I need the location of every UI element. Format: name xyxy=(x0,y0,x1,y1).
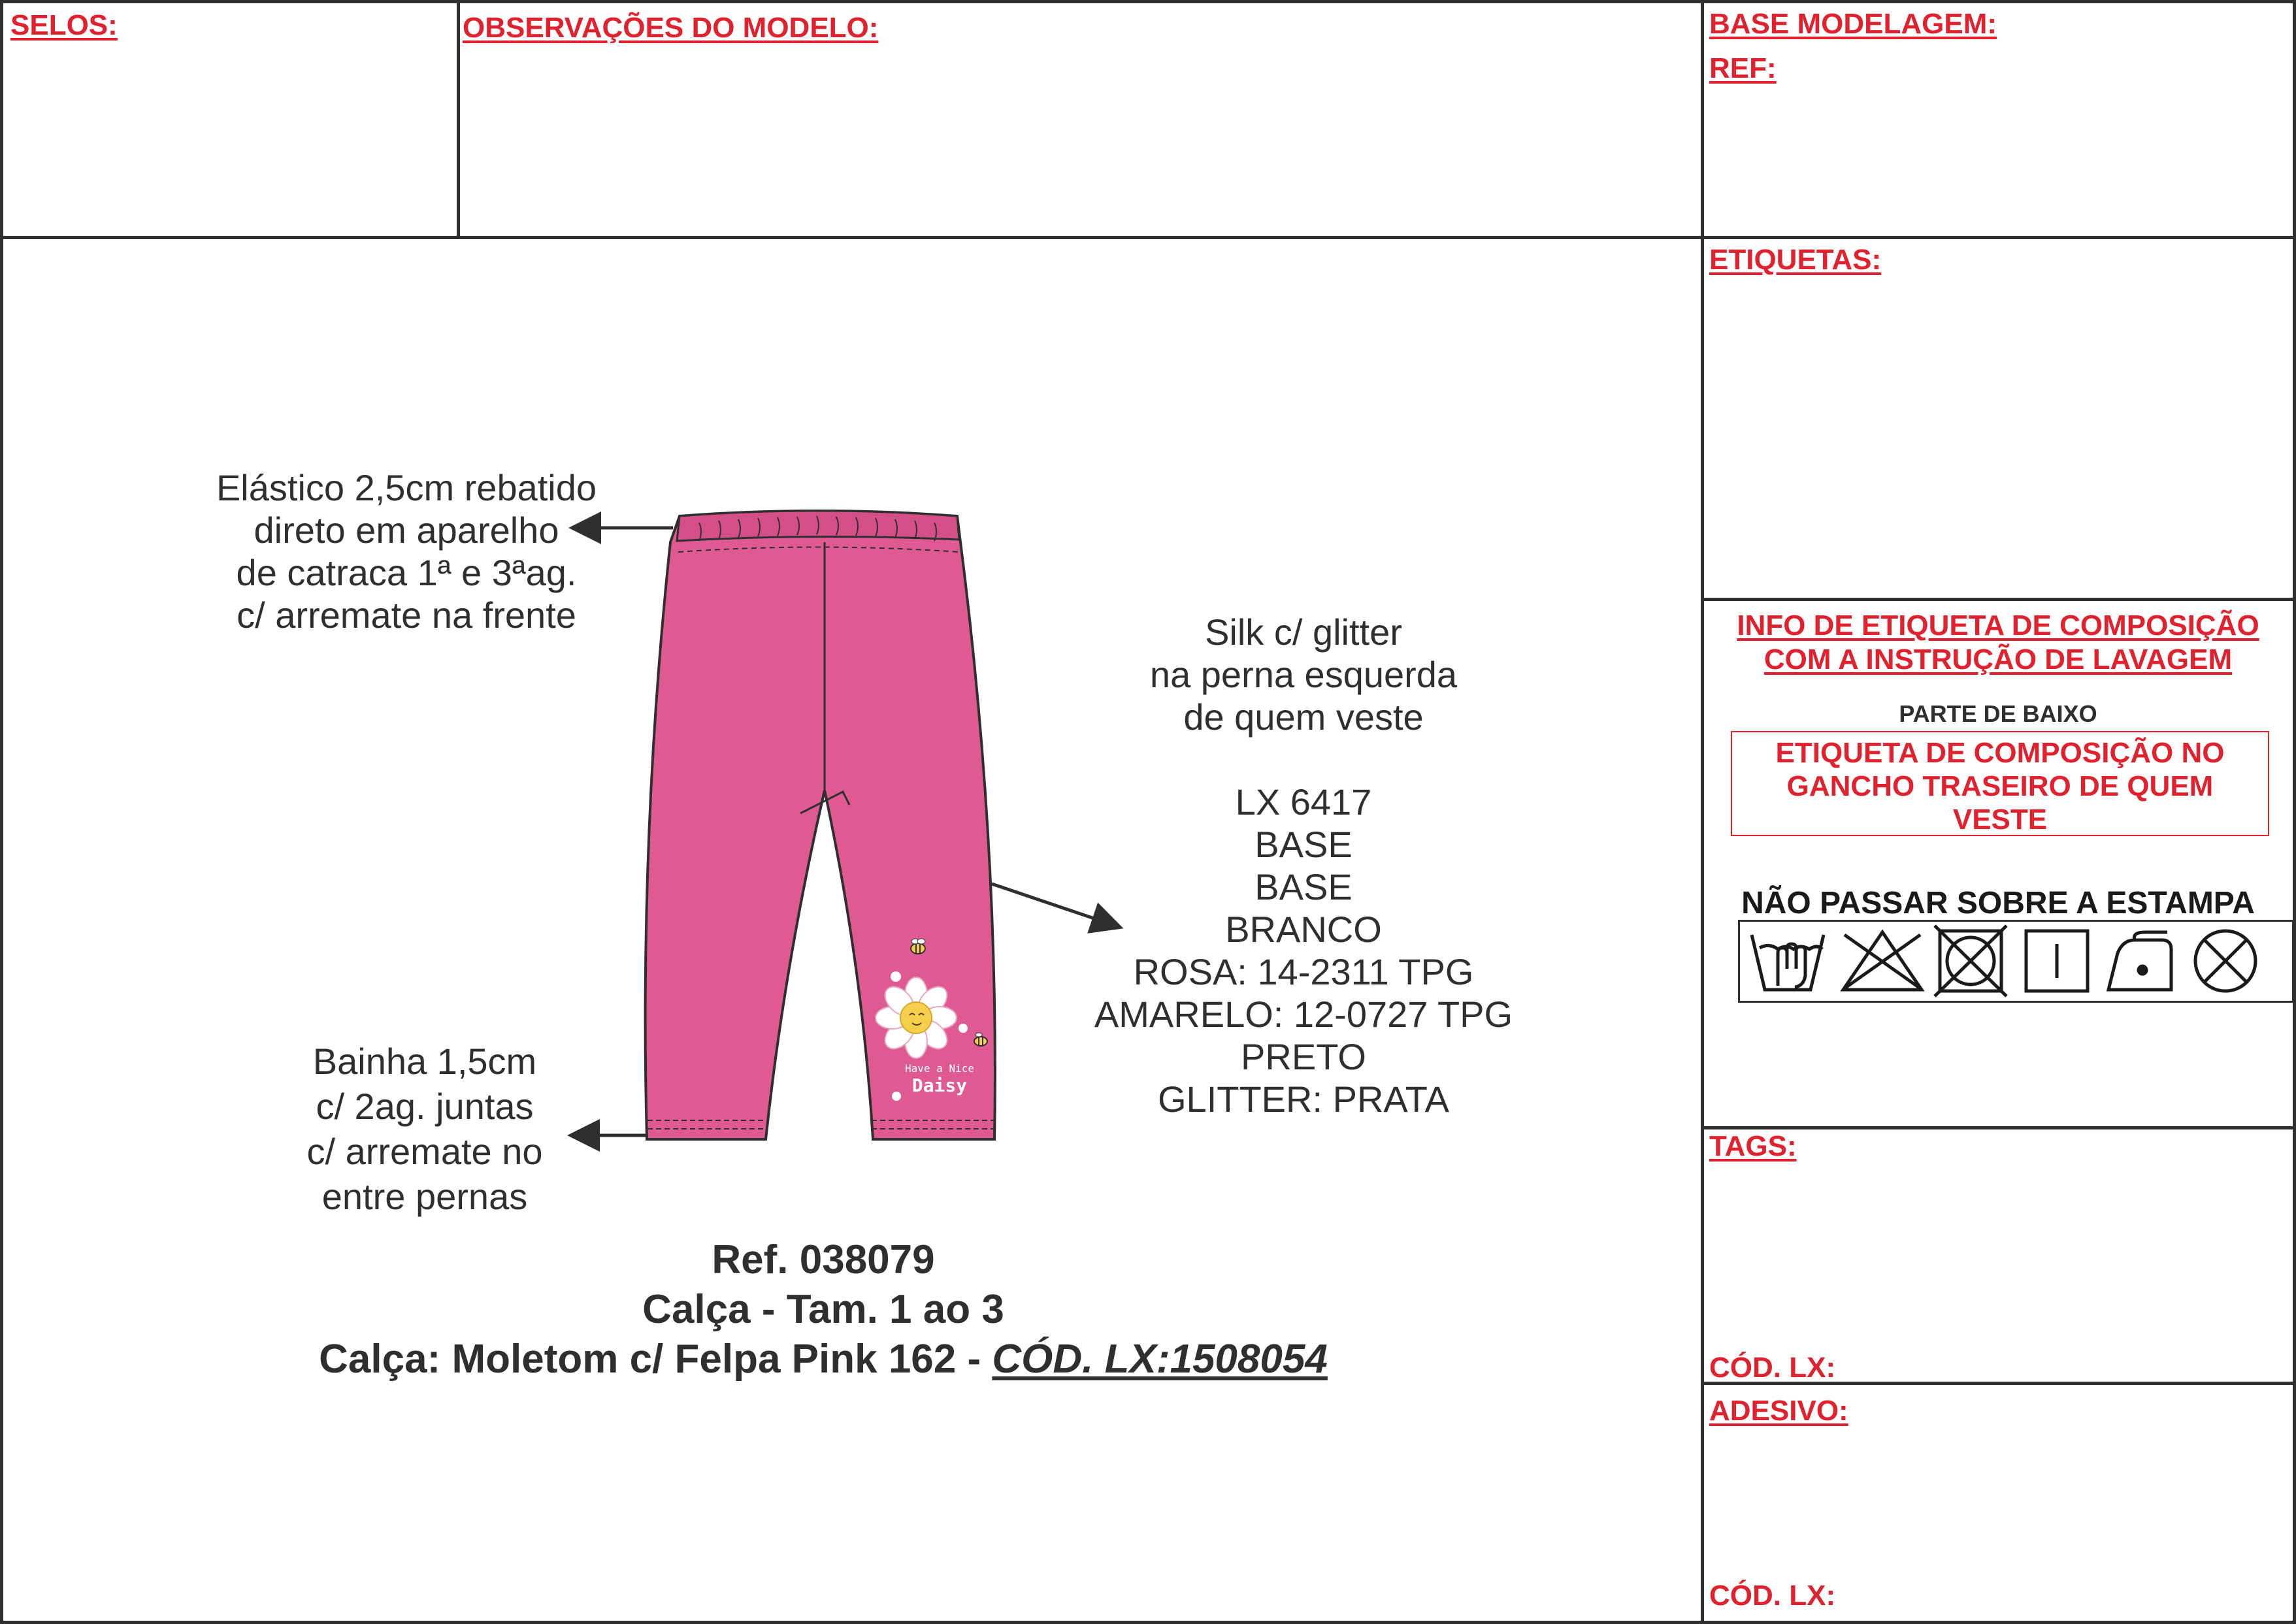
etiquetas-divider xyxy=(1702,598,2296,601)
etiqueta-composicao-box xyxy=(1731,731,2269,836)
no-dry-clean-icon xyxy=(2195,931,2255,991)
base-modelagem-label: BASE MODELAGEM: xyxy=(1709,8,1997,40)
elastico-line: c/ arremate na frente xyxy=(237,594,576,636)
cor-line: BRANCO xyxy=(1225,909,1382,950)
cor-line: BASE xyxy=(1255,824,1353,865)
bainha-line: c/ 2ag. juntas xyxy=(316,1086,534,1127)
product-fabric xyxy=(196,1335,1451,1384)
selos-label: SELOS: xyxy=(10,9,118,41)
elastico-line: de catraca 1ª e 3ªag. xyxy=(236,552,577,593)
silk-arrow xyxy=(992,884,1117,926)
cor-line: PRETO xyxy=(1241,1036,1366,1077)
cor-line: LX 6417 xyxy=(1235,781,1372,822)
care-symbols-svg xyxy=(1740,922,2292,1001)
product-title-block xyxy=(196,1235,1451,1384)
etiquetas-label: ETIQUETAS: xyxy=(1709,244,1882,276)
elastico-line: Elástico 2,5cm rebatido xyxy=(216,467,597,508)
elastico-line: direto em aparelho xyxy=(254,510,559,551)
tags-cod-label: CÓD. LX: xyxy=(1709,1352,1836,1384)
print-line1: Have a Nice xyxy=(905,1062,974,1075)
frame-right xyxy=(2293,0,2296,1624)
nao-passar-text: NÃO PASSAR SOBRE A ESTAMPA xyxy=(1741,886,2255,920)
cor-line: ROSA: 14-2311 TPG xyxy=(1133,951,1474,992)
daisy-center xyxy=(900,1002,932,1033)
bainha-line: entre pernas xyxy=(321,1176,528,1217)
no-bleach-icon xyxy=(1843,932,1922,990)
adesivo-label: ADESIVO: xyxy=(1709,1395,1848,1427)
tags-label: TAGS: xyxy=(1709,1130,1797,1162)
composicao-title-line1: INFO DE ETIQUETA DE COMPOSIÇÃO xyxy=(1737,609,2259,641)
composicao-title-line2: COM A INSTRUÇÃO DE LAVAGEM xyxy=(1763,643,2233,675)
observacoes-label: OBSERVAÇÕES DO MODELO: xyxy=(463,12,879,44)
fabric-code: CÓD. LX:1508054 xyxy=(992,1337,1328,1382)
etiqueta-box-line1: ETIQUETA DE COMPOSIÇÃO NO xyxy=(1775,737,2225,769)
low-iron-icon xyxy=(2108,932,2171,990)
care-symbols-box xyxy=(1738,920,2294,1003)
product-name: Calça - Tam. 1 ao 3 xyxy=(642,1287,1004,1332)
print-line2: Daisy xyxy=(911,1075,968,1096)
daisy-print xyxy=(876,977,957,1058)
silk-line: na perna esquerda xyxy=(1149,654,1458,695)
right-panel-divider xyxy=(1701,0,1704,1624)
bee-icon xyxy=(911,939,925,954)
bainha-line: c/ arremate no xyxy=(306,1131,543,1172)
etiqueta-box-line2: GANCHO TRASEIRO DE QUEM xyxy=(1786,770,2214,802)
tags-divider xyxy=(1702,1126,2296,1129)
parte-de-baixo: PARTE DE BAIXO xyxy=(1899,700,2097,727)
adesivo-cod-label: CÓD. LX: xyxy=(1709,1580,1836,1612)
silk-line: de quem veste xyxy=(1183,696,1424,738)
silk-line: Silk c/ glitter xyxy=(1205,611,1402,653)
frame-bottom xyxy=(0,1621,2296,1624)
etiqueta-box-line3: VESTE xyxy=(1952,804,2048,836)
etiqueta-box-text xyxy=(1732,736,2268,836)
composicao-title xyxy=(1704,609,2292,677)
product-ref: Ref. 038079 xyxy=(712,1237,935,1282)
cor-line: GLITTER: PRATA xyxy=(1158,1079,1449,1120)
hand-wash-icon xyxy=(1752,935,1824,990)
fabric-prefix: Calça: Moletom c/ Felpa Pink 162 - xyxy=(319,1337,992,1382)
cor-line: BASE xyxy=(1255,866,1353,907)
print-text xyxy=(900,1062,979,1096)
cor-line: AMARELO: 12-0727 TPG xyxy=(1094,994,1513,1035)
line-dry-icon xyxy=(2026,931,2088,991)
ref-label: REF: xyxy=(1709,52,1777,84)
no-tumble-dry-icon xyxy=(1935,926,2007,996)
bainha-line: Bainha 1,5cm xyxy=(312,1041,537,1082)
